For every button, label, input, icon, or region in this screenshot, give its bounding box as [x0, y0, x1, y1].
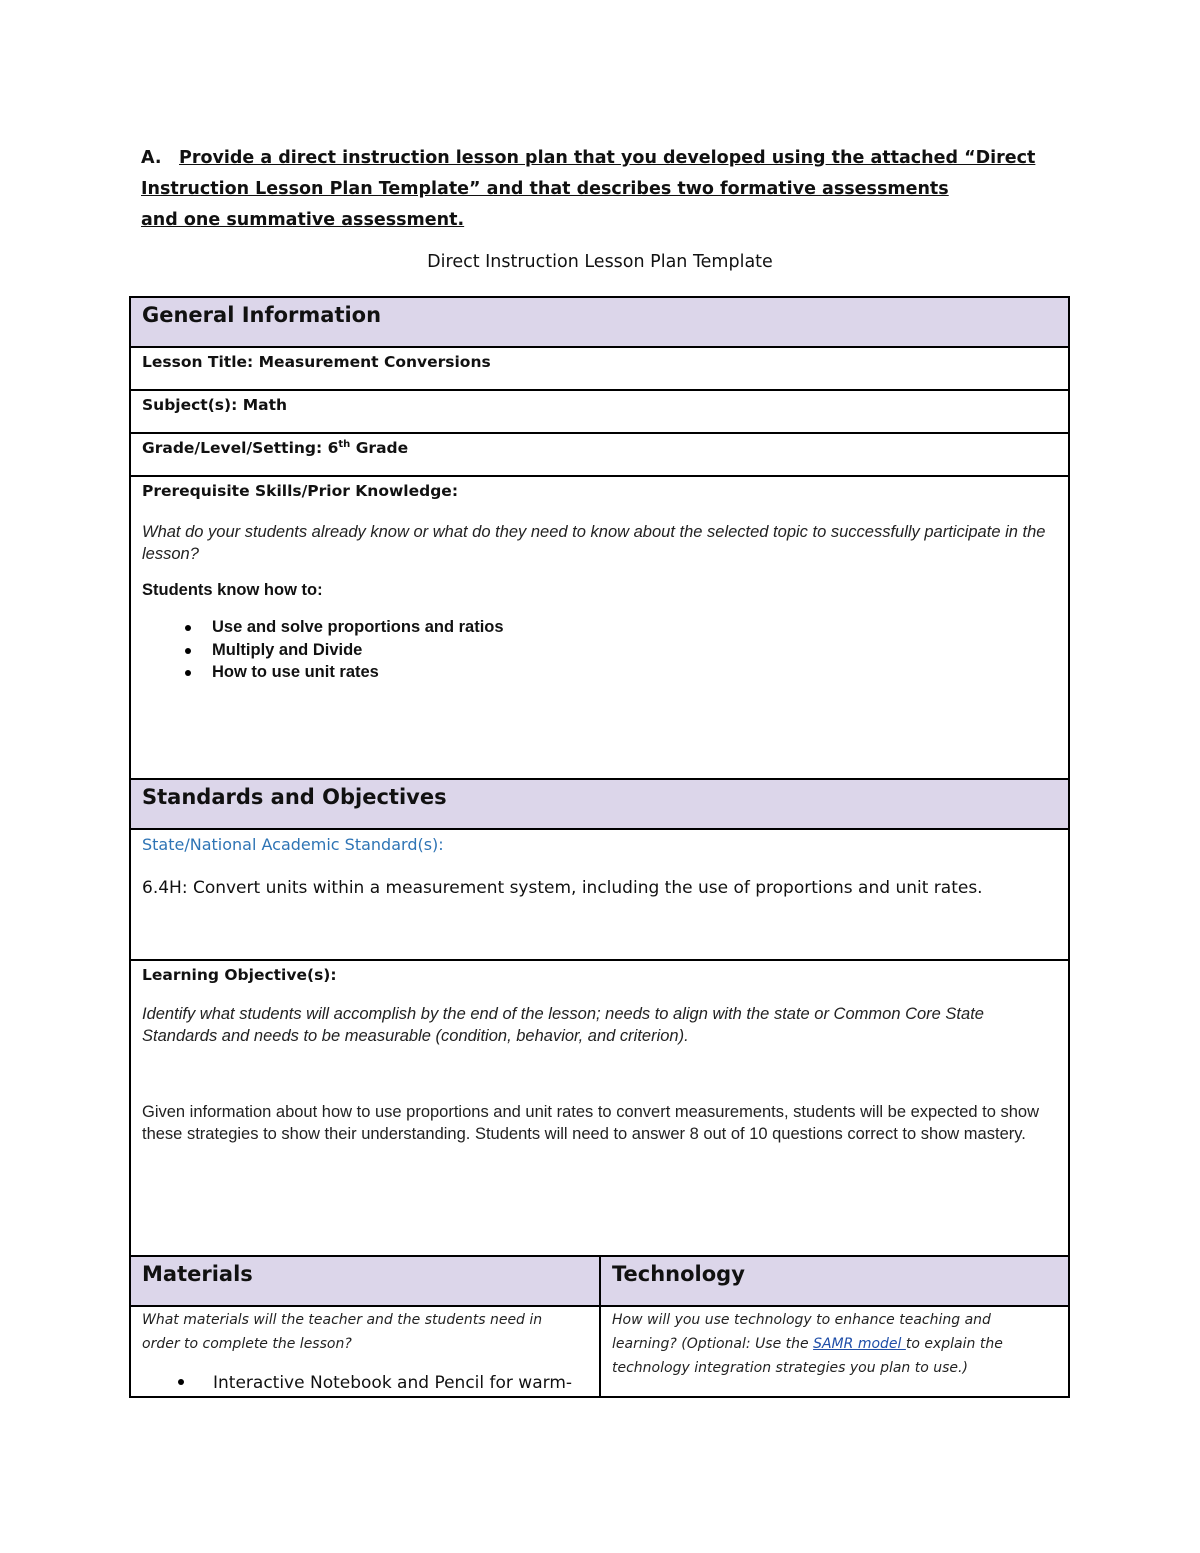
materials-item	[142, 1373, 572, 1393]
grade-level-setting	[142, 439, 408, 457]
bullet-icon	[185, 670, 191, 676]
column-divider	[599, 1257, 601, 1307]
learning-objective-prompt: Identify what students will accomplish by the end of the lesson; needs to align with the state or Common Core State Standards and needs to be measurable (condition, behavior, and criterion).	[142, 1005, 984, 1045]
skill-text: Multiply and Divide	[212, 640, 363, 659]
subjects: Subject(s): Math	[142, 396, 288, 414]
grade-suffix: Grade	[350, 439, 409, 457]
lesson-title-row	[129, 346, 1070, 391]
technology-title: Technology	[612, 1262, 745, 1286]
document-title: Direct Instruction Lesson Plan Template	[427, 252, 773, 272]
subjects-row	[129, 389, 1070, 434]
heading-line-3: and one summative assessment.	[141, 210, 465, 230]
bullet-icon	[185, 648, 191, 654]
standards-objectives-title: Standards and Objectives	[142, 785, 447, 809]
list-item	[142, 661, 504, 684]
materials-item-text: Interactive Notebook and Pencil for warm-	[213, 1373, 573, 1393]
lesson-title: Lesson Title: Measurement Conversions	[142, 353, 491, 371]
prerequisite-prompt: What do your students already know or what do they need to know about the selected topic to successfully participate in the lesson?	[142, 523, 1046, 563]
samr-model-link[interactable]: SAMR model	[813, 1336, 906, 1352]
list-item	[142, 616, 504, 639]
general-information-header	[129, 296, 1070, 348]
grade-prefix: Grade/Level/Setting: 6	[142, 439, 339, 457]
skill-text: Use and solve proportions and ratios	[212, 618, 504, 636]
standard-row	[129, 828, 1070, 961]
heading-text-1: Provide a direct instruction lesson plan that you developed using the attached “Direct	[179, 148, 1036, 168]
students-know-label: Students know how to:	[142, 581, 323, 599]
skill-text: How to use unit rates	[212, 663, 379, 681]
heading-line-2: Instruction Lesson Plan Template” and that describes two formative assessments	[141, 179, 949, 199]
materials-technology-row	[129, 1305, 1070, 1398]
prerequisite-row	[129, 475, 1070, 780]
learning-objective-label: Learning Objective(s):	[142, 966, 337, 984]
standard-text: 6.4H: Convert units within a measurement system, including the use of proportions and unit rates.	[142, 878, 983, 898]
heading-line-1	[141, 143, 1041, 174]
learning-objective-row	[129, 959, 1070, 1257]
technology-prompt-b: to explain the technology integration strategies you plan to use.)	[612, 1336, 1003, 1376]
general-information-title: General Information	[142, 303, 382, 327]
learning-objective-text: Given information about how to use proportions and unit rates to convert measurements, students will be expected to show these strategies to show their understanding. Students will need to answer 8 out of 10 questions correct to show mastery.	[142, 1103, 1039, 1143]
technology-prompt	[612, 1308, 1052, 1380]
materials-technology-header	[129, 1255, 1070, 1307]
assignment-heading	[141, 143, 1041, 236]
grade-row	[129, 432, 1070, 477]
list-item	[142, 639, 504, 662]
column-divider	[599, 1307, 601, 1396]
materials-title: Materials	[142, 1262, 253, 1286]
prerequisite-label: Prerequisite Skills/Prior Knowledge:	[142, 482, 459, 500]
standard-label: State/National Academic Standard(s):	[142, 835, 444, 854]
lesson-plan-table	[129, 296, 1070, 1398]
technology-prompt-a: How will you use technology to enhance teaching and learning? (Optional: Use the	[612, 1312, 991, 1352]
heading-label: A.	[141, 148, 162, 168]
grade-superscript: th	[338, 438, 351, 450]
prerequisite-skills-list	[142, 616, 504, 684]
materials-prompt: What materials will the teacher and the students need in order to complete the lesson?	[142, 1312, 543, 1352]
bullet-icon	[178, 1379, 184, 1385]
bullet-icon	[185, 625, 191, 631]
standards-objectives-header	[129, 778, 1070, 830]
